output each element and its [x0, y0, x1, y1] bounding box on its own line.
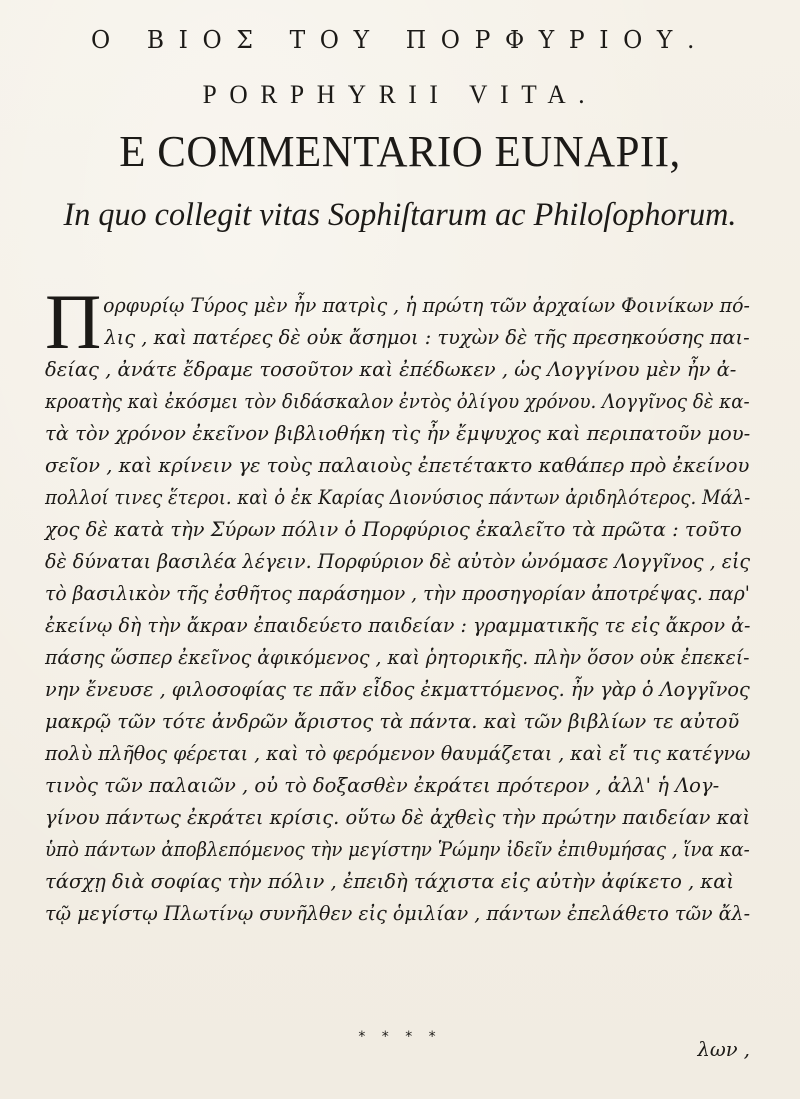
text-line: τῷ μεγίστῳ Πλωτίνῳ συνῆλθεν εἰς ὁμιλίαν , πάντων ἐπελάθετο τῶν ἄλ- — [45, 902, 751, 925]
text-line: γίνου πάντως ἐκράτει κρίσις. οὕτω δὲ ἀχθεὶς τὴν πρώτην παιδείαν καὶ — [45, 806, 751, 829]
asterism-ornament: * * * * — [358, 1029, 442, 1045]
greek-body-text — [45, 290, 750, 930]
text-line: τὸ βασιλικὸν τῆς ἐσθῆτος παράσημον , τὴν προσηγορίαν ἀποτρέψας. παρ' — [45, 582, 750, 605]
subtitle: In quo collegit vitas Sophiſtarum ac Philoſophorum. — [63, 197, 737, 233]
text-line: πολὺ πλῆθος φέρεται , καὶ τὸ φερόμενον θαυμάζεται , καὶ εἴ τις κατέγνω — [45, 742, 751, 765]
text-line: σεῖον , καὶ κρίνειν γε τοὺς παλαιοὺς ἐπετέτακτο καθάπερ πρὸ ἐκείνου — [45, 454, 750, 477]
text-line: χος δὲ κατὰ τὴν Σύρων πόλιν ὁ Πορφύριος ἐκαλεῖτο τὰ πρῶτα : τοῦτο — [45, 518, 742, 541]
text-line: τὰ τὸν χρόνον ἐκεῖνον βιβλιοθήκη τὶς ἦν ἔμψυχος καὶ περιπατοῦν μου- — [45, 422, 751, 445]
drop-cap-initial: Π — [45, 278, 102, 365]
text-line: δείας , ἀνάτε ἔδραμε τοσοῦτον καὶ ἐπέδωκεν , ὡς Λογγίνου μὲν ἦν ἀ- — [45, 358, 737, 381]
text-line: μακρῷ τῶν τότε ἀνδρῶν ἄριστος τὰ πάντα. καὶ τῶν βιβλίων τε αὐτοῦ — [45, 710, 740, 733]
text-line: ορφυρίῳ Τύρος μὲν ἦν πατρὶς , ἡ πρώτη τῶν ἀρχαίων Φοινίκων πό- — [103, 294, 750, 317]
text-line: τινὸς τῶν παλαιῶν , οὐ τὸ δοξασθὲν ἐκράτει πρότερον , ἀλλ' ἡ Λογ- — [45, 774, 720, 797]
text-line: τάσχῃ διὰ σοφίας τὴν πόλιν , ἐπειδὴ τάχιστα εἰς αὐτὴν ἀφίκετο , καὶ — [45, 870, 735, 893]
text-line: ἐκείνῳ δὴ τὴν ἄκραν ἐπαιδεύετο παιδείαν : γραμματικῆς τε εἰς ἄκρον ἀ- — [45, 614, 751, 637]
text-line: δὲ δύναται βασιλέα λέγειν. Πορφύριον δὲ αὐτὸν ὠνόμασε Λογγῖνος , εἰς — [45, 550, 751, 573]
text-line: πάσης ὥσπερ ἐκεῖνος ἀφικόμενος , καὶ ῥητορικῆς. πλὴν ὅσον οὐκ ἐπεκεί- — [45, 646, 750, 669]
catchword: λων , — [697, 1038, 750, 1061]
text-line: πολλοί τινες ἕτεροι. καὶ ὁ ἐκ Καρίας Διονύσιος πάντων ἀριδηλότερος. Μάλ- — [45, 486, 751, 509]
commentary-title: E COMMENTARIO EUNAPII, — [119, 127, 681, 176]
text-line: κροατὴς καὶ ἐκόσμει τὸν διδάσκαλον ἐντὸς ὀλίγου χρόνου. Λογγῖνος δὲ κα- — [45, 390, 750, 413]
latin-title: PORPHYRII VITA. — [202, 80, 598, 109]
text-line: νην ἔνευσε , φιλοσοφίας τε πᾶν εἶδος ἐκματτόμενος. ἦν γὰρ ὁ Λογγῖνος — [45, 678, 750, 701]
text-line: λις , καὶ πατέρες δὲ οὐκ ἄσημοι : τυχὼν δὲ τῆς πρεσηκούσης παι- — [104, 326, 750, 349]
greek-title: Ο ΒΙΟΣ ΤΟΥ ΠΟΡΦΥΡΙΟΥ. — [90, 26, 710, 54]
text-line: ὑπὸ πάντων ἀποβλεπόμενος τὴν μεγίστην Ῥώμην ἰδεῖν ἐπιθυμήσας , ἵνα κα- — [45, 838, 750, 861]
